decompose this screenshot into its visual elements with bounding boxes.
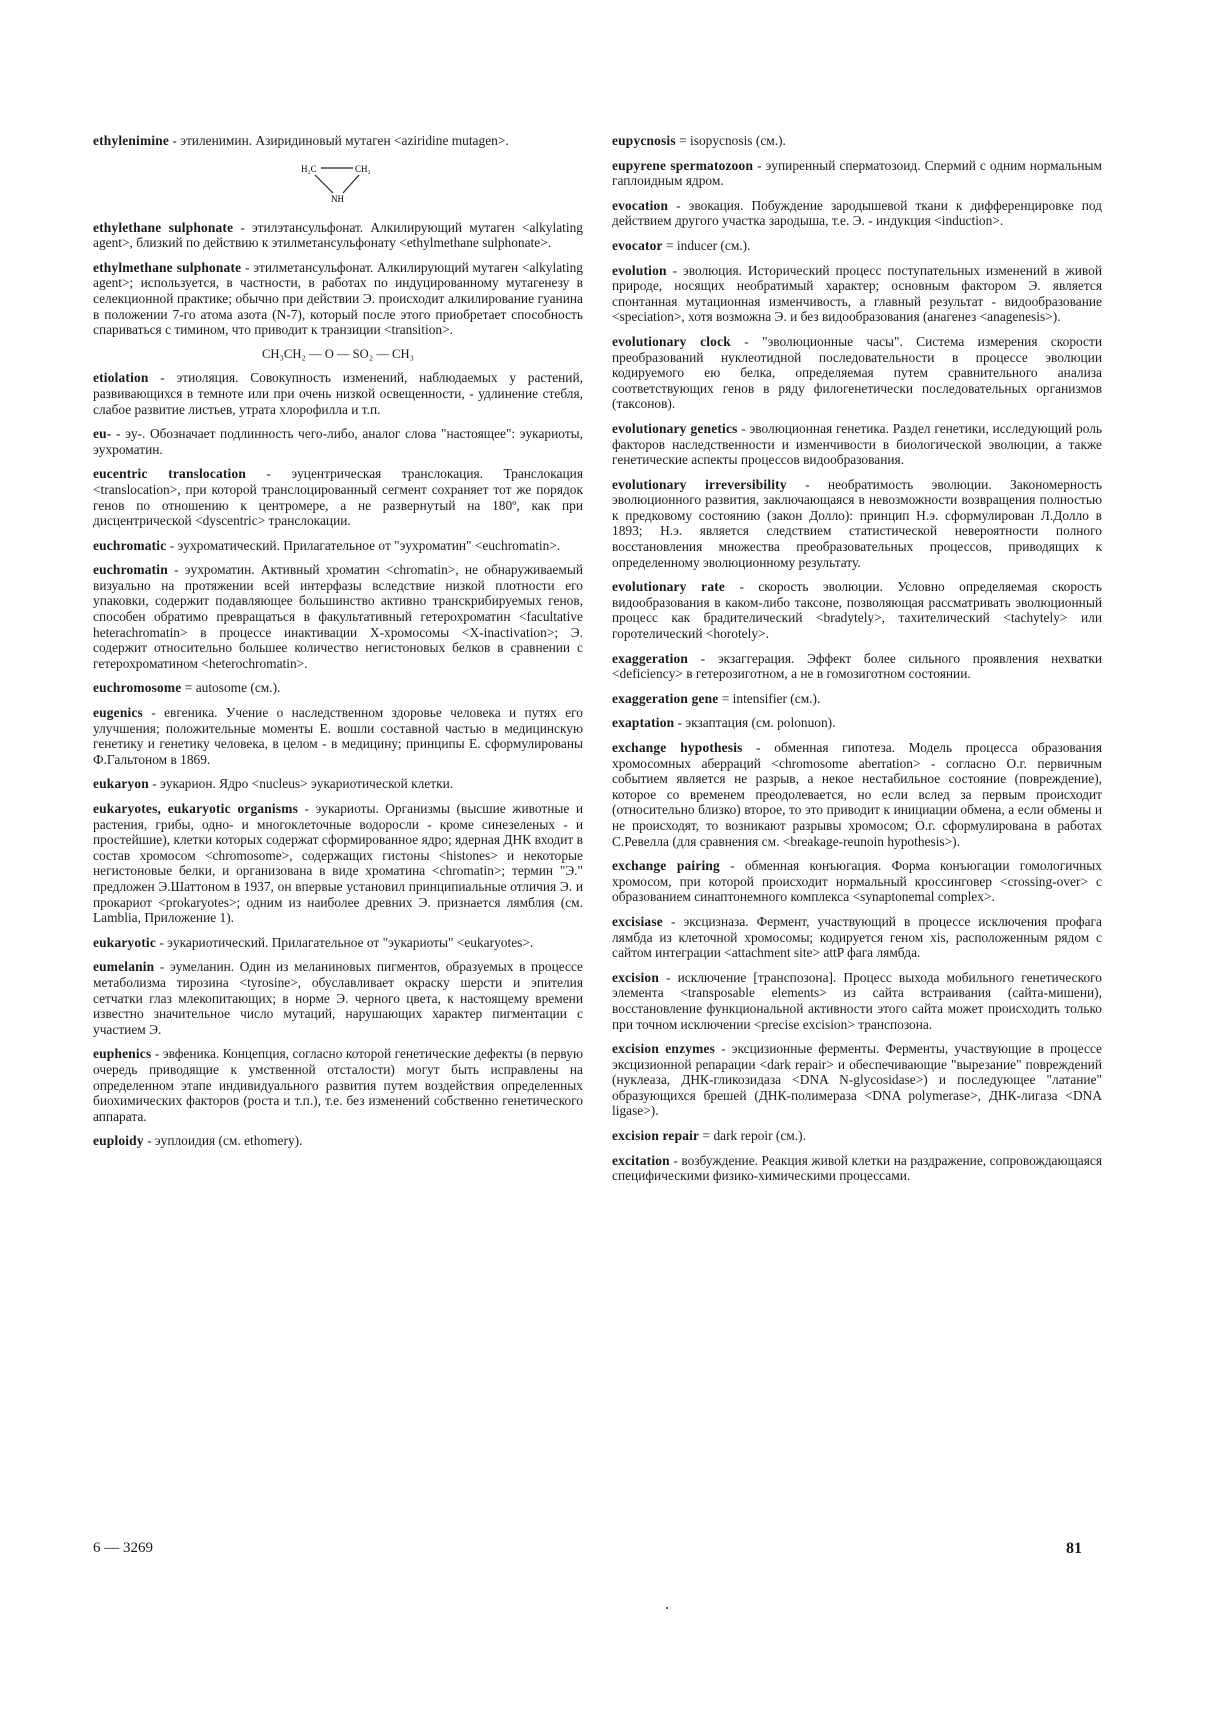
- entry-headword: eukaryotes, eukaryotic organisms: [93, 801, 299, 816]
- dictionary-entry: [93, 1046, 583, 1124]
- page-number: 81: [1066, 1540, 1082, 1557]
- entry-separator: -: [715, 1041, 732, 1057]
- dictionary-entry: [612, 263, 1102, 325]
- entry-separator: -: [142, 705, 165, 721]
- entry-separator: -: [786, 476, 828, 492]
- dictionary-entry: [612, 477, 1102, 571]
- entry-separator: -: [143, 1133, 155, 1149]
- dictionary-entry: [612, 1041, 1102, 1119]
- dictionary-entry: [612, 740, 1102, 849]
- entry-headword: exchange hypothesis: [612, 740, 743, 755]
- dictionary-entry: [612, 421, 1102, 468]
- entry-definition: эукариоты. Организмы (высшие животные и растения, грибы, одно- и многоклеточные водоросли - кроме синезеленых - и простейшие), клетки которых содержат сформированное ядро; ядерная ДНК входит в состав хромосом <chromosome>, содержащих гистоны <histones> и некоторые негистоновые белки, и организована в виде хроматина <chromatin>; термин "Э." предложен Э.Шаттоном в 1937, он впервые установил принципиальные отличия Э. и прокариот <prokaryotes>; одним из наиболее древних Э. признается лямблия (см. Lamblia, Приложение 1).: [93, 801, 583, 926]
- atom-ch2: CH₂: [355, 163, 371, 174]
- entry-headword: evolutionary rate: [612, 579, 726, 595]
- entry-definition: эухроматический. Прилагательное от "эухроматин" <euchromatin>.: [177, 537, 561, 553]
- dictionary-entry: [612, 579, 1102, 641]
- entry-headword: excitation: [612, 1152, 670, 1168]
- entry-separator: -: [148, 776, 161, 792]
- entry-headword: excision repair: [612, 1128, 700, 1144]
- dictionary-entry: [93, 133, 583, 149]
- entry-headword: ethylethane sulphonate: [93, 219, 234, 235]
- entry-definition: скорость эволюции. Условно определяемая скорость видообразования в каком-либо таксоне, позволяющая рассматривать эволюционный процесс как брадителический <bradytely>, тахителический <tachytely> или горотелический <horotely>.: [612, 579, 1103, 642]
- entry-definition: экзаптация (см. polonuon).: [685, 715, 836, 731]
- entry-headword: etiolation: [93, 370, 149, 386]
- entry-definition: эволюция. Исторический процесс поступательных изменений в живой природе, носящих необратимый характер; основным фактором Э. является спонтанная мутационная изменчивость, а главный результат - видообразование <speciation>, хотя возможна Э. и без видообразования (анагенез <anagenesis>).: [612, 262, 1102, 325]
- entry-headword: evolutionary genetics: [612, 420, 738, 436]
- entry-headword: exaggeration gene: [612, 690, 719, 706]
- entry-definition: эвокация. Побуждение зародышевой ткани к дифференцировке под действием другого участка зародыша, т.е. Э. - индукция <induction>.: [612, 197, 1102, 229]
- entry-definition: эумеланин. Один из меланиновых пигментов, образуемых в процессе метаболизма тирозина <tyrosine>, обуславливает окраску шерсти и эпителия сетчатки глаз млекопитающих; в норме Э. черного цвета, к настоящему времени известно значительное число мутаций, нарушающих характер пигментации с участием Э.: [93, 959, 584, 1037]
- dictionary-entry: [93, 680, 583, 696]
- entry-definition: эксцизионные ферменты. Ферменты, участвующие в процессе эксцизионной репарации <dark repair> и обеспечивающие "вырезание" повреждений (нуклеаза, ДНК-гликозидаза <DNA N-glycosidase>) и последующее "латание" образующихся брешей (ДНК-полимераза <DNA polymerase>, ДНК-лигаза <DNA ligase>).: [612, 1041, 1103, 1119]
- entry-headword: eugenics: [93, 705, 143, 721]
- dictionary-entry: [612, 1128, 1102, 1144]
- entry-separator: -: [737, 420, 750, 436]
- entry-definition: эволюционная генетика. Раздел генетики, исследующий роль факторов наследственности и изменчивости в биологической эволюции, а также генетические аспекты процессов видообразования.: [612, 420, 1103, 468]
- entry-definition: эукарион. Ядро <nucleus> эукариотической клетки.: [160, 776, 454, 792]
- entry-definition: эупиренный сперматозоид. Спермий с одним нормальным гаплоидным ядром.: [612, 157, 1102, 189]
- entry-definition: эуцентрическая транслокация. Транслокация <translocation>, при которой транслоцированный сегмент сохраняет тот же порядок генов по отношению к центромере, а не развернутый на 180º, как при дисцентрической <dyscentric> транслокации.: [93, 466, 583, 529]
- right-column: [612, 133, 1102, 1193]
- entry-separator: -: [725, 579, 759, 595]
- entry-separator: -: [688, 650, 718, 666]
- entry-definition: этиленимин. Азиридиновый мутаген <aziridine mutagen>.: [180, 133, 509, 148]
- entry-headword: eupyrene spermatozoon: [612, 157, 754, 173]
- dictionary-entry: [93, 776, 583, 792]
- entry-headword: eukaryon: [93, 776, 149, 792]
- entry-headword: eucentric translocation: [93, 466, 246, 482]
- entry-headword: euchromosome: [93, 680, 182, 696]
- dictionary-entry: [612, 970, 1102, 1032]
- entry-separator: -: [156, 934, 168, 950]
- entry-definition: = inducer (см.).: [666, 237, 751, 253]
- entry-definition: = intensifier (см.).: [721, 690, 821, 706]
- entry-definition: эукариотический. Прилагательное от "эукариоты" <eukaryotes>.: [167, 934, 534, 950]
- dictionary-entry: [93, 801, 583, 926]
- entry-headword: evolutionary irreversibility: [612, 476, 787, 492]
- dictionary-entry: [93, 220, 583, 251]
- dictionary-entry: [93, 466, 583, 528]
- entry-definition: = isopycnosis (см.).: [679, 133, 786, 148]
- signature-mark: 6 — 3269: [93, 1540, 153, 1556]
- entry-headword: eupycnosis: [612, 133, 676, 148]
- entry-headword: exaggeration: [612, 650, 689, 666]
- dictionary-entry: [612, 198, 1102, 229]
- entry-separator: -: [674, 715, 686, 731]
- entry-definition: этиоляция. Совокупность изменений, наблюдаемых у растений, развивающихся в темноте или при очень низкой освещенности, - удлинение стебля, слабое развитие листьев, утрата хлорофилла и т.п.: [93, 370, 583, 417]
- entry-separator: -: [669, 1152, 682, 1168]
- dictionary-entry: [612, 651, 1102, 682]
- entry-definition: экзаггерация. Эффект более сильного проявления нехватки <deficiency> в гетерозиготном, а не в гомозиготном состоянии.: [612, 650, 1103, 682]
- dictionary-entry: [612, 715, 1102, 731]
- entry-headword: ethylenimine: [93, 133, 170, 148]
- dictionary-entry: [93, 705, 583, 767]
- dictionary-entry: [612, 858, 1102, 905]
- entry-headword: eukaryotic: [93, 934, 156, 950]
- entry-headword: evolutionary clock: [612, 333, 731, 349]
- entry-separator: -: [245, 466, 292, 482]
- entry-separator: -: [111, 426, 126, 442]
- entry-separator: -: [151, 1046, 163, 1062]
- entry-headword: evocation: [612, 197, 669, 213]
- entry-headword: exchange pairing: [612, 858, 720, 874]
- entry-separator: -: [298, 801, 316, 816]
- aziridine-structure-diagram: [293, 158, 383, 206]
- entry-definition: исключение [транспозона]. Процесс выхода мобильного генетического элемента <transposable elements> из сайта встраивания (сайта-мишени), восстановление функциональной активности этого сайта может происходить только при точном исключении <precise excision> транспозона.: [612, 969, 1102, 1032]
- entry-headword: eu-: [93, 426, 112, 442]
- left-column: [93, 133, 583, 1158]
- dictionary-entry: [612, 1153, 1102, 1184]
- entry-definition: = dark repoir (см.).: [702, 1128, 806, 1144]
- entry-headword: excision enzymes: [612, 1041, 716, 1057]
- dictionary-entry: [612, 133, 1102, 149]
- entry-separator: -: [169, 133, 181, 148]
- entry-separator: -: [666, 262, 683, 278]
- entry-headword: exaptation: [612, 715, 675, 731]
- entry-separator: -: [658, 969, 678, 985]
- entry-separator: -: [662, 913, 684, 929]
- entry-definition: "эволюционные часы". Система измерения скорости преобразований нуклеотидной последовательности в процессе эволюции кодируемого ею белка, определяемая путем сравнительного анализа соответствующих генов в ряду филогенетически последовательных организмов (таксонов).: [612, 333, 1103, 412]
- entry-separator: -: [148, 370, 177, 386]
- entry-definition: обменная гипотеза. Модель процесса образования хромосомных аберраций <chromosome aberration> - согласно О.г. первичным событием является не разрыв, а некое нестабильное состояние (повреждение), которое со временем преодолевается, но если вслед за первым происходит (относительно близко) второе, то это приводит к инициации обмена, а если обмены и не происходят, то возникают разрывы хромосом; О.г. сформулирована в работах С.Ревелла (для сравнения см. <breakage-reunoin hypothesis>).: [612, 740, 1102, 849]
- entry-headword: evolution: [612, 262, 667, 278]
- entry-headword: euphenics: [93, 1046, 152, 1062]
- chemical-formula: CH₃CH₂ — O — SO₂ — CH₃: [262, 346, 414, 361]
- entry-definition: этилэтансульфонат. Алкилирующий мутаген <alkylating agent>, близкий по действию к этилметансульфонату <ethylmethane sulphonate>.: [93, 219, 583, 251]
- entry-separator: -: [233, 219, 252, 235]
- entry-separator: -: [719, 858, 745, 874]
- entry-headword: euploidy: [93, 1133, 144, 1149]
- dictionary-entry: [93, 1133, 583, 1149]
- dictionary-entry: [612, 238, 1102, 254]
- entry-headword: euchromatic: [93, 537, 167, 553]
- entry-definition: обменная конъюгация. Форма конъюгации гомологичных хромосом, при которой происходит нормальный кроссинговер <crossing-over> с образованием синаптонемного комплекса <synaptonemal complex>.: [612, 858, 1103, 905]
- entry-definition: возбуждение. Реакция живой клетки на раздражение, сопровождающаяся специфическими физико-химическими процессами.: [612, 1152, 1102, 1184]
- entry-definition: эвфеника. Концепция, согласно которой генетические дефекты (в первую очередь приводящие к умственной отсталости) могут быть исправлены на определенном этапе индивидуального развития путем воздействия определенных биохимических факторов (роста и т.п.), т.е. без изменений собственно генетического аппарата.: [93, 1046, 583, 1124]
- entry-headword: evocator: [612, 237, 663, 253]
- entry-separator: -: [730, 333, 763, 349]
- dictionary-entry: [93, 260, 583, 338]
- entry-definition: этилметансульфонат. Алкилирующий мутаген <alkylating agent>; используется, в частности, в работах по индуцированному мутагенезу в селекционной практике; обычно при действии Э. происходит алкилирование гуанина в положении 7-го атома азота (N-7), который после этого приобретает способность спариваться с тимином, что приводит к транзиции <transition>.: [93, 259, 583, 338]
- entry-separator: -: [154, 959, 170, 975]
- dictionary-entry: [93, 426, 583, 457]
- entry-separator: -: [668, 197, 689, 213]
- dictionary-entry: [93, 370, 583, 417]
- entry-headword: ethylmethane sulphonate: [93, 259, 242, 275]
- entry-separator: -: [241, 259, 254, 275]
- entry-separator: -: [166, 537, 178, 553]
- entry-separator: -: [167, 562, 185, 578]
- bond-c-n-left: [315, 175, 333, 193]
- dictionary-entry: [612, 158, 1102, 189]
- dictionary-entry: [612, 691, 1102, 707]
- entry-definition: эу-. Обозначает подлинность чего-либо, аналог слова "настоящее": эукариоты, эухроматин.: [93, 426, 584, 457]
- atom-h2c: H₂C: [301, 163, 317, 174]
- print-speck: [666, 1607, 668, 1609]
- dictionary-entry: [93, 935, 583, 951]
- entry-headword: eumelanin: [93, 959, 155, 975]
- entry-headword: excisiase: [612, 913, 663, 929]
- dictionary-entry: [612, 914, 1102, 961]
- dictionary-entry: [93, 959, 583, 1037]
- entry-headword: euchromatin: [93, 562, 168, 578]
- dictionary-entry: [612, 334, 1102, 412]
- entry-separator: -: [742, 740, 775, 755]
- entry-headword: excision: [612, 969, 659, 985]
- entry-definition: необратимость эволюции. Закономерность эволюционного развития, заключающаяся в невозможности возвращения полностью к предковому состоянию (закон Долло): принцип Н.э. сформулирован Л.Долло в 1893; Н.э. является следствием статистической невероятности полного восстановления множества преобразовательных процессов, приводящих к определенному эволюционному результату.: [612, 476, 1103, 570]
- entry-definition: эуплоидия (см. ethomery).: [154, 1133, 303, 1149]
- entry-definition: евгеника. Учение о наследственном здоровье человека и путях его улучшения; положительные моменты Е. вошли составной частью в медицинскую генетику и генетику человека, в целом - в медицину; принципы Е. сформулированы Ф.Гальтоном в 1869.: [93, 705, 583, 767]
- entry-separator: -: [753, 157, 766, 173]
- dictionary-entry: [93, 538, 583, 554]
- entry-definition: эухроматин. Активный хроматин <chromatin>, не обнаруживаемый визуально на протяжении всей интерфазы вследствие низкой плотности его упаковки, содержит подавляющее большинство активно транскрибируемых генов, способен обратимо превращаться в факультативный гетерохроматин <facultative heterachromatin> в процессе инактивации X-хромосомы <X-inactivation>; Э. содержит относительно большее количество негистоновых белков в сравнении с гетерохроматином <heterochromatin>.: [93, 562, 584, 671]
- bond-c-n-right: [343, 175, 359, 193]
- entry-definition: = autosome (см.).: [184, 680, 281, 696]
- entry-definition: эксцизназа. Фермент, участвующий в процессе исключения профага лямбда из клеточной хромосомы; кодируется геном xis, расположенным рядом с сайтом интеграции <attachment site> attP фага лямбда.: [612, 913, 1102, 961]
- atom-nh: NH: [331, 193, 344, 204]
- dictionary-entry: [93, 562, 583, 671]
